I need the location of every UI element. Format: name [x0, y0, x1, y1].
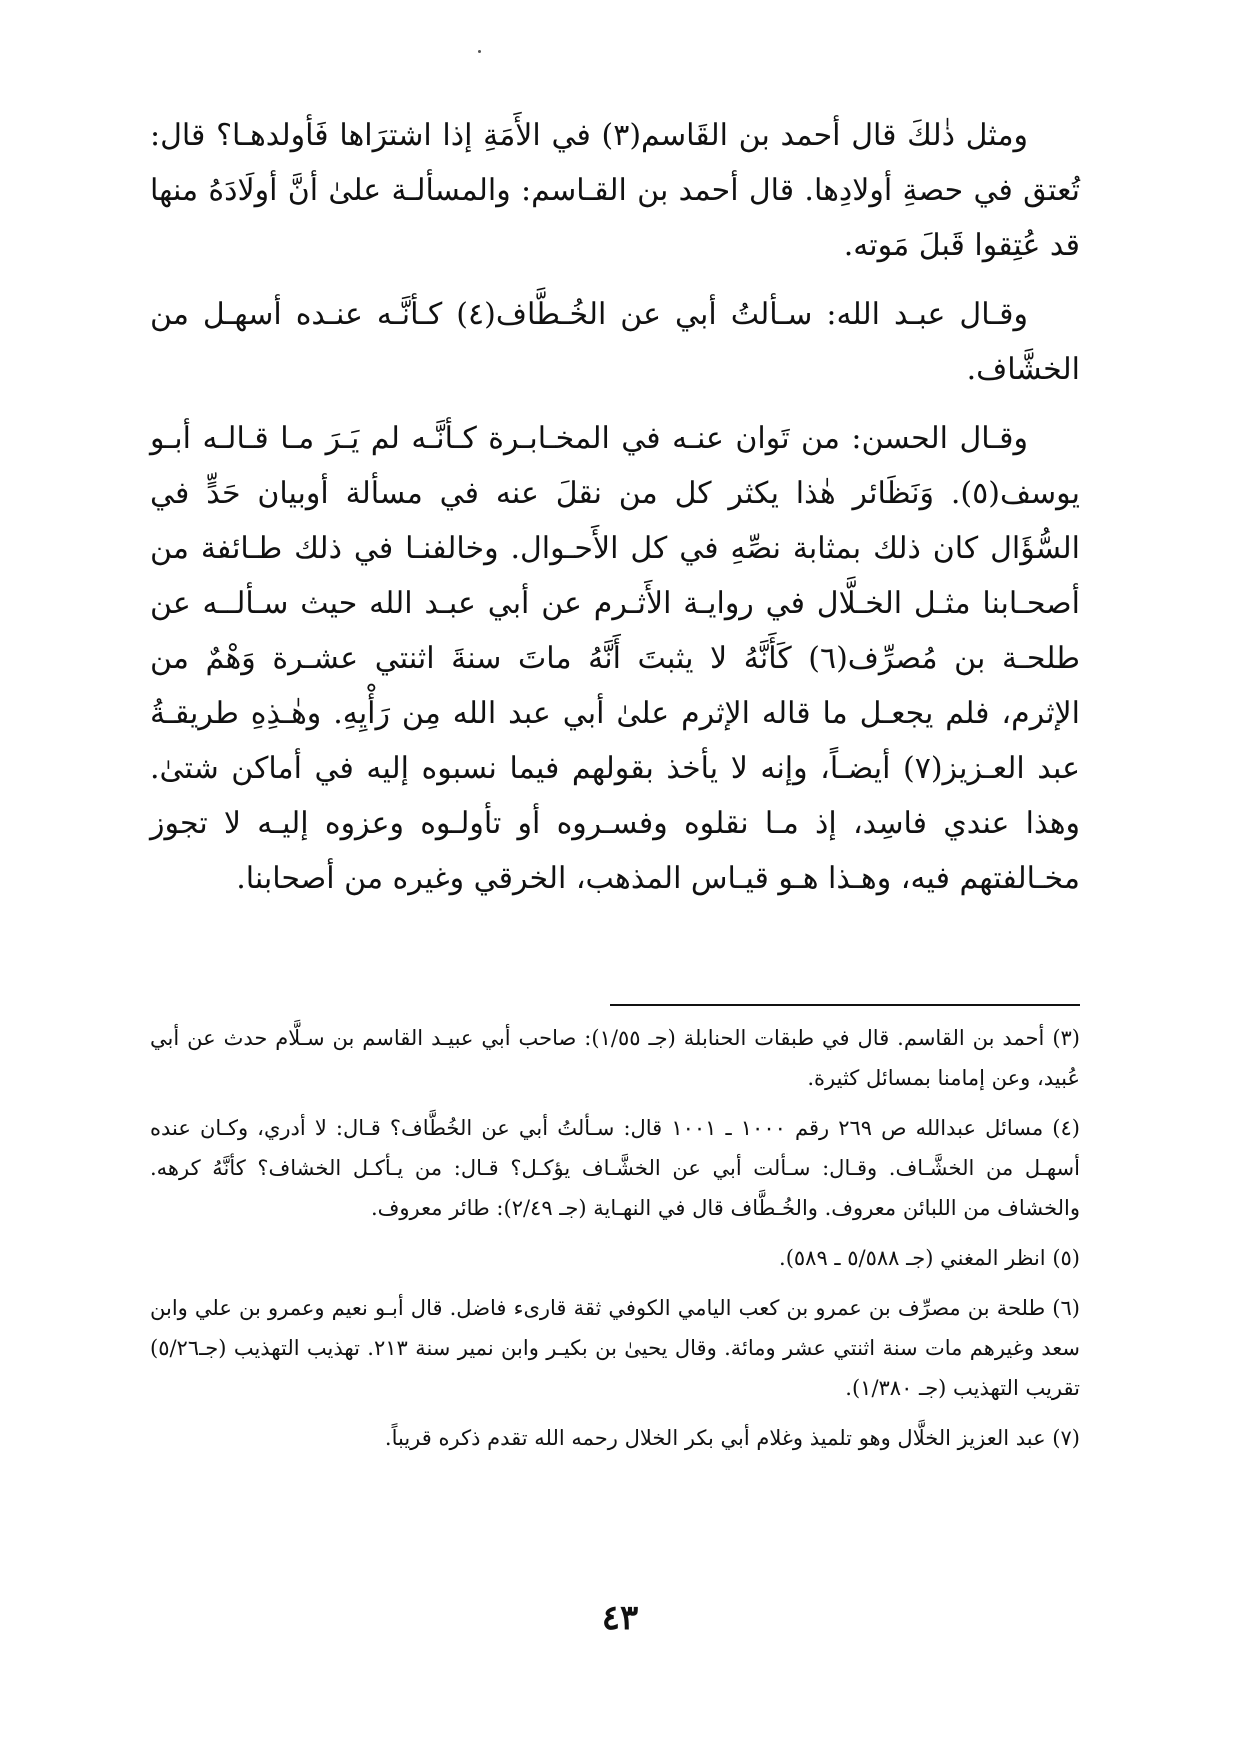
footnote-3: (٣) أحمد بن القاسم. قال في طبقات الحنابلة (جـ ١/٥٥): صاحب أبي عبيـد القاسم بن سـلَّام حدث عن أبي عُبيد، وعن إمامنا بمسائل كثيرة. [150, 1026, 1080, 1090]
paragraph-1: ومثل ذٰلكَ قال أحمد بن القَاسم(٣) في الأَمَةِ إذا اشترَاها فَأولدهـا؟ قال: تُعتق في حصةِ أولادِها. قال أحمد بن القـاسم: والمسألـة علىٰ أنَّ أولَادَهُ منها قد عُتِقوا قَبلَ مَوته. [150, 118, 1080, 263]
page-number: ٤٣ [601, 1598, 639, 1638]
paragraph-2: وقـال عبـد الله: سـألتُ أبي عن الخُـطَّاف(٤) كـأنَّـه عنـده أسهـل من الخشَّاف. [150, 297, 1080, 387]
paragraph-gap [150, 273, 1080, 287]
footnotes [150, 1018, 1080, 1468]
main-text [150, 108, 1080, 906]
footnote-4: (٤) مسائل عبدالله ص ٢٦٩ رقم ١٠٠٠ ـ ١٠٠١ قال: سـألتُ أبي عن الخُطَّاف؟ قـال: لا أدري، وكـان عنده أسهـل من الخشَّـاف. وقـال: سـألت أبي عن الخشَّـاف يؤكـل؟ قـال: من يـأكـل الخشاف؟ كأنَّهُ كرهه. والخشاف من اللبائن معروف. والخُـطَّاف قال في النهـاية (جـ ٢/٤٩): طائر معروف. [150, 1116, 1080, 1220]
footnote-separator [610, 1004, 1080, 1006]
scan-speck [478, 50, 481, 53]
paragraph-3: وقـال الحسن: من تَوان عنـه في المخـابـرة كـأنَّـه لم يَـرَ مـا قـالـه أبـو يوسف(٥). وَنَظَائر هٰذا يكثر كل من نقلَ عنه في مسألة أوبيان حَدٍّ في السُّؤَال كان ذلك بمثابة نصِّهِ في كل الأَحـوال. وخالفنـا في ذلك طـائفة من أصحـابنا مثـل الخـلَّال في روايـة الأَثـرم عن أبي عبـد الله حيث سـألــه عن طلحـة بن مُصرِّف(٦) كَأَنَّهُ لا يثبتَ أَنَّهُ ماتَ سنةَ اثنتي عشـرة وَهْمٌ من الإثرم، فلم يجعـل ما قاله الإثرم علىٰ أبي عبد الله مِن رَأْيِهِ. وهٰـذِهِ طريقـةُ عبد العـزيز(٧) أيضـاً، وإنه لا يأخذ بقولهم فيما نسبوه إليه في أماكن شتىٰ. وهذا عندي فاسِد، إذ مـا نقلوه وفسـروه أو تأولـوه وعزوه إليـه لا تجوز مخـالفتهم فيه، وهـذا هـو قيـاس المذهب، الخرقي وغيره من أصحابنا. [150, 421, 1081, 896]
paragraph-gap [150, 397, 1080, 411]
footnote-5: (٥) انظر المغني (جـ ٥/٥٨٨ ـ ٥٨٩). [779, 1246, 1080, 1270]
footnote-6: (٦) طلحة بن مصرِّف بن عمرو بن كعب اليامي الكوفي ثقة قارىء فاضل. قال أبـو نعيم وعمرو بن علي وابن سعد وغيرهم مات سنة اثنتي عشر ومائة. وقال يحيىٰ بن بكيـر وابن نمير سنة ٢١٣. تهذيب التهذيب (جـ٥/٢٦) تقريب التهذيب (جـ ١/٣٨٠). [150, 1296, 1081, 1400]
footnote-7: (٧) عبد العزيز الخلَّال وهو تلميذ وغلام أبي بكر الخلال رحمه الله تقدم ذكره قريباً. [384, 1426, 1080, 1450]
